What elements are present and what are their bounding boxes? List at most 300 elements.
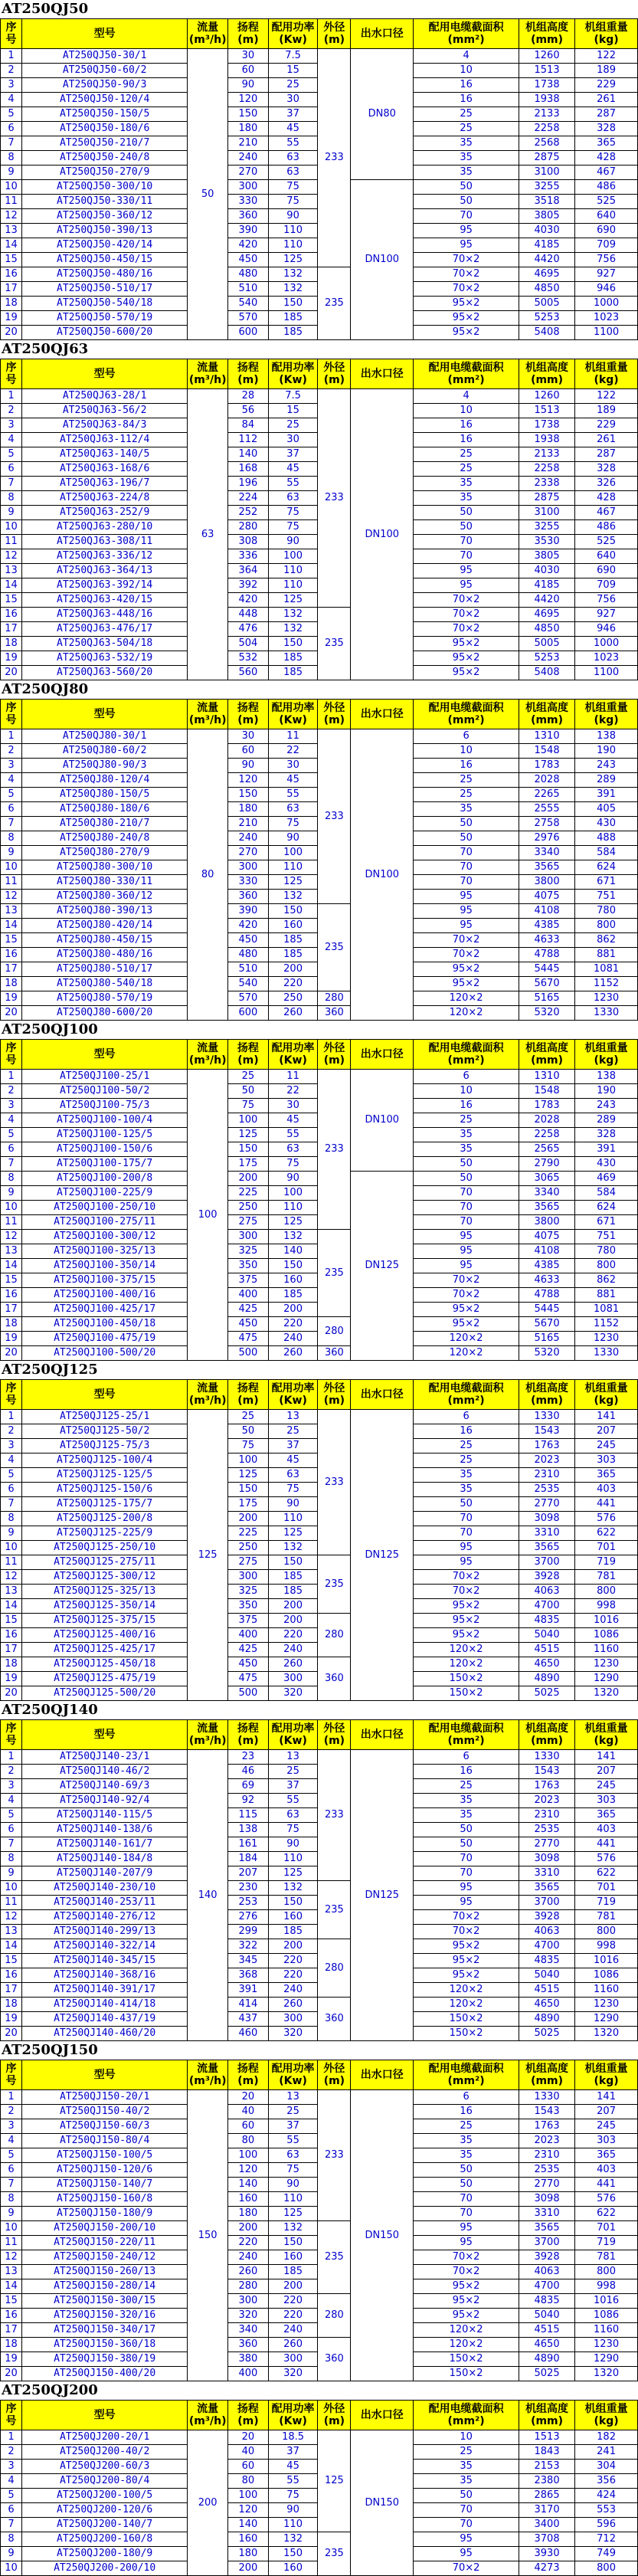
cell-model: AT250QJ63-532/19 (21, 651, 187, 666)
cell-cable: 95 (414, 2532, 519, 2547)
cell-index: 5 (1, 1468, 22, 1483)
cell-power: 185 (268, 1585, 318, 1599)
cell-weight: 189 (575, 404, 638, 418)
cell-cable: 35 (414, 2134, 519, 2148)
header-power (268, 19, 318, 49)
cell-power: 11 (268, 1070, 318, 1084)
cell-power: 320 (268, 2027, 318, 2041)
cell-index: 16 (1, 2309, 22, 2323)
cell-weight: 365 (575, 2148, 638, 2163)
cell-power: 75 (268, 180, 318, 195)
cell-height: 2865 (519, 2489, 574, 2503)
cell-cable: 10 (414, 744, 519, 759)
cell-head: 120 (228, 93, 269, 107)
header-power (268, 1040, 318, 1070)
header-power-unit: (Kw) (279, 714, 307, 726)
header-head (228, 359, 269, 389)
cell-cable: 4 (414, 389, 519, 404)
cell-index: 9 (1, 2547, 22, 2561)
header-power (268, 359, 318, 389)
cell-height: 5408 (519, 326, 574, 340)
cell-height: 4695 (519, 608, 574, 622)
cell-power: 220 (268, 977, 318, 991)
cell-model: AT250QJ80-570/19 (21, 991, 187, 1006)
cell-head: 390 (228, 224, 269, 238)
cell-index: 7 (1, 1837, 22, 1852)
cell-head: 140 (228, 2178, 269, 2192)
cell-model: AT250QJ63-448/16 (21, 608, 187, 622)
cell-index: 18 (1, 1998, 22, 2012)
cell-model: AT250QJ80-90/3 (21, 759, 187, 773)
cell-model: AT250QJ100-475/19 (21, 1332, 187, 1346)
cell-model: AT250QJ63-56/2 (21, 404, 187, 418)
header-height-unit: (mm) (531, 1395, 564, 1407)
cell-weight: 391 (575, 788, 638, 802)
cell-flow: 80 (188, 729, 228, 1021)
cell-head: 60 (228, 64, 269, 78)
cell-height: 2875 (519, 491, 574, 506)
cell-head: 345 (228, 1954, 269, 1968)
cell-height: 2258 (519, 1128, 574, 1142)
cell-power: 150 (268, 637, 318, 651)
spec-table (0, 1039, 638, 1361)
cell-outlet: DN150 (351, 2430, 414, 2576)
cell-od: 360 (318, 1006, 351, 1021)
cell-model: AT250QJ80-600/20 (21, 1006, 187, 1021)
cell-weight: 881 (575, 948, 638, 962)
header-outlet-label: 出水口径 (360, 2409, 404, 2421)
cell-head: 270 (228, 166, 269, 180)
header-outlet-label: 出水口径 (360, 2069, 404, 2081)
cell-weight: 287 (575, 107, 638, 122)
cell-height: 2770 (519, 2178, 574, 2192)
cell-cable: 35 (414, 1128, 519, 1142)
cell-height: 2258 (519, 462, 574, 477)
cell-head: 275 (228, 1215, 269, 1230)
cell-index: 17 (1, 282, 22, 297)
cell-weight: 190 (575, 744, 638, 759)
cell-height: 4385 (519, 1259, 574, 1273)
cell-power: 110 (268, 1512, 318, 1526)
cell-weight: 756 (575, 253, 638, 267)
cell-cable: 95×2 (414, 2309, 519, 2323)
cell-index: 16 (1, 1968, 22, 1983)
cell-height: 1843 (519, 2445, 574, 2460)
cell-power: 11 (268, 729, 318, 744)
cell-model: AT250QJ150-20/1 (21, 2090, 187, 2105)
cell-cable: 120×2 (414, 2338, 519, 2352)
cell-flow: 63 (188, 389, 228, 680)
cell-weight: 1290 (575, 2352, 638, 2367)
cell-power: 132 (268, 1881, 318, 1896)
cell-head: 180 (228, 122, 269, 136)
header-power-label: 配用功率 (271, 1382, 315, 1395)
cell-power: 75 (268, 2489, 318, 2503)
header-height-unit: (mm) (531, 2075, 564, 2087)
header-head-label: 扬程 (237, 2063, 259, 2075)
cell-index: 10 (1, 2561, 22, 2576)
cell-index: 8 (1, 151, 22, 166)
cell-power: 132 (268, 1541, 318, 1555)
cell-head: 230 (228, 1881, 269, 1896)
cell-head: 225 (228, 1186, 269, 1201)
cell-index: 3 (1, 2119, 22, 2134)
cell-model: AT250QJ63-560/20 (21, 666, 187, 680)
cell-power: 260 (268, 1998, 318, 2012)
cell-head: 100 (228, 2489, 269, 2503)
cell-head: 475 (228, 1672, 269, 1686)
cell-model: AT250QJ140-69/3 (21, 1779, 187, 1794)
cell-head: 200 (228, 1512, 269, 1526)
cell-index: 18 (1, 977, 22, 991)
cell-model: AT250QJ50-330/11 (21, 195, 187, 209)
cell-weight: 998 (575, 2279, 638, 2294)
cell-weight: 1000 (575, 297, 638, 311)
cell-head: 30 (228, 729, 269, 744)
header-flow-unit: (m³/h) (188, 374, 227, 386)
cell-index: 14 (1, 238, 22, 253)
cell-head: 476 (228, 622, 269, 637)
cell-power: 18.5 (268, 2430, 318, 2445)
cell-height: 1310 (519, 729, 574, 744)
cell-model: AT250QJ140-138/6 (21, 1823, 187, 1837)
cell-index: 11 (1, 2236, 22, 2250)
cell-power: 37 (268, 107, 318, 122)
cell-power: 320 (268, 2367, 318, 2381)
cell-power: 125 (268, 253, 318, 267)
cell-power: 90 (268, 209, 318, 224)
cell-height: 2770 (519, 1837, 574, 1852)
cell-model: AT250QJ50-480/16 (21, 267, 187, 282)
header-index-label: 序号 (5, 2403, 17, 2427)
cell-index: 20 (1, 2367, 22, 2381)
cell-cable: 95 (414, 1259, 519, 1273)
header-cable-unit: (mm²) (447, 374, 485, 386)
cell-head: 276 (228, 1910, 269, 1925)
cell-weight: 289 (575, 773, 638, 788)
section-title: AT250QJ63 (2, 341, 89, 357)
header-flow-unit: (m³/h) (188, 2075, 227, 2087)
cell-power: 160 (268, 919, 318, 933)
cell-power: 160 (268, 1273, 318, 1288)
cell-weight: 800 (575, 2265, 638, 2279)
cell-index: 11 (1, 535, 22, 549)
cell-height: 2790 (519, 1157, 574, 1172)
header-weight-unit: (kg) (594, 1054, 619, 1067)
cell-model: AT250QJ80-510/17 (21, 962, 187, 977)
cell-cable: 16 (414, 1424, 519, 1439)
header-model (21, 19, 187, 49)
header-model (21, 1380, 187, 1410)
cell-cable: 70 (414, 1201, 519, 1215)
cell-head: 160 (228, 2192, 269, 2207)
table-row (1, 1939, 638, 1954)
cell-head: 100 (228, 1113, 269, 1128)
cell-power: 160 (268, 2561, 318, 2576)
cell-weight: 1290 (575, 1672, 638, 1686)
cell-height: 5165 (519, 1332, 574, 1346)
cell-index: 1 (1, 729, 22, 744)
cell-head: 150 (228, 1142, 269, 1157)
cell-power: 75 (268, 1157, 318, 1172)
cell-weight: 640 (575, 209, 638, 224)
cell-head: 400 (228, 1628, 269, 1643)
cell-index: 5 (1, 2489, 22, 2503)
cell-cable: 16 (414, 78, 519, 93)
cell-weight: 576 (575, 1852, 638, 1866)
cell-index: 12 (1, 2250, 22, 2265)
cell-head: 60 (228, 2119, 269, 2134)
cell-head: 300 (228, 1570, 269, 1585)
cell-cable: 35 (414, 1142, 519, 1157)
cell-head: 23 (228, 1750, 269, 1765)
cell-index: 14 (1, 578, 22, 593)
cell-index: 20 (1, 2027, 22, 2041)
cell-power: 150 (268, 1896, 318, 1910)
header-height-unit: (mm) (531, 714, 564, 726)
cell-index: 10 (1, 860, 22, 875)
cell-weight: 1086 (575, 1968, 638, 1983)
cell-weight: 576 (575, 1512, 638, 1526)
cell-head: 350 (228, 1259, 269, 1273)
cell-power: 160 (268, 1910, 318, 1925)
cell-model: AT250QJ50-600/20 (21, 326, 187, 340)
cell-head: 330 (228, 195, 269, 209)
cell-index: 2 (1, 2445, 22, 2460)
cell-height: 1763 (519, 2119, 574, 2134)
cell-cable: 35 (414, 802, 519, 817)
header-od-unit: (m) (323, 2415, 345, 2427)
cell-power: 150 (268, 2236, 318, 2250)
cell-height: 4633 (519, 933, 574, 948)
cell-height: 4850 (519, 622, 574, 637)
cell-weight: 1081 (575, 1303, 638, 1317)
cell-head: 100 (228, 2148, 269, 2163)
cell-index: 2 (1, 64, 22, 78)
cell-head: 150 (228, 107, 269, 122)
cell-index: 7 (1, 1157, 22, 1172)
header-cable-unit: (mm²) (447, 1735, 485, 1747)
cell-weight: 441 (575, 2178, 638, 2192)
header-od-label: 外径 (323, 2063, 345, 2075)
cell-head: 220 (228, 2236, 269, 2250)
header-od-label: 外径 (323, 2403, 345, 2415)
cell-od: 233 (318, 389, 351, 608)
header-row (1, 19, 638, 49)
cell-power: 260 (268, 1657, 318, 1672)
cell-index: 7 (1, 2178, 22, 2192)
cell-height: 4273 (519, 2561, 574, 2576)
header-index (1, 2401, 22, 2430)
cell-head: 300 (228, 180, 269, 195)
cell-model: AT250QJ200-80/4 (21, 2474, 187, 2489)
section-title: AT250QJ50 (2, 1, 89, 17)
cell-model: AT250QJ140-23/1 (21, 1750, 187, 1765)
cell-head: 280 (228, 520, 269, 535)
header-height-unit: (mm) (531, 1735, 564, 1747)
cell-model: AT250QJ80-540/18 (21, 977, 187, 991)
cell-cable: 70 (414, 2192, 519, 2207)
cell-weight: 430 (575, 1157, 638, 1172)
cell-weight: 1230 (575, 991, 638, 1006)
cell-od: 360 (318, 1998, 351, 2041)
cell-power: 63 (268, 151, 318, 166)
cell-weight: 712 (575, 2532, 638, 2547)
cell-head: 80 (228, 2134, 269, 2148)
cell-index: 7 (1, 1497, 22, 1512)
cell-model: AT250QJ125-475/19 (21, 1672, 187, 1686)
cell-index: 19 (1, 2012, 22, 2027)
header-weight-label: 机组重量 (584, 2063, 628, 2075)
cell-weight: 800 (575, 1259, 638, 1273)
cell-weight: 671 (575, 1215, 638, 1230)
header-height-unit: (mm) (531, 1054, 564, 1067)
cell-model: AT250QJ50-240/8 (21, 151, 187, 166)
cell-head: 570 (228, 311, 269, 326)
cell-cable: 35 (414, 2460, 519, 2474)
header-head (228, 2401, 269, 2430)
cell-power: 110 (268, 564, 318, 578)
cell-head: 448 (228, 608, 269, 622)
header-od-label: 外径 (323, 21, 345, 34)
header-index-label: 序号 (5, 2063, 17, 2087)
table-row (1, 904, 638, 919)
header-height (519, 1380, 574, 1410)
cell-index: 2 (1, 1084, 22, 1099)
cell-cable: 25 (414, 1439, 519, 1454)
header-model (21, 1040, 187, 1070)
cell-head: 460 (228, 2027, 269, 2041)
cell-index: 3 (1, 78, 22, 93)
cell-weight: 1081 (575, 962, 638, 977)
cell-height: 3805 (519, 209, 574, 224)
cell-model: AT250QJ140-207/9 (21, 1866, 187, 1881)
header-model-label: 型号 (93, 708, 116, 720)
cell-height: 1763 (519, 1439, 574, 1454)
cell-head: 390 (228, 904, 269, 919)
section-title: AT250QJ100 (2, 1021, 98, 1037)
cell-weight: 624 (575, 860, 638, 875)
cell-cable: 120×2 (414, 1643, 519, 1657)
table-row (1, 1555, 638, 1570)
header-flow-label: 流量 (197, 702, 219, 714)
cell-cable: 70 (414, 860, 519, 875)
cell-head: 84 (228, 418, 269, 433)
cell-height: 2153 (519, 2460, 574, 2474)
cell-height: 2535 (519, 1483, 574, 1497)
spec-table (0, 2060, 638, 2381)
cell-power: 240 (268, 1983, 318, 1998)
header-model (21, 2060, 187, 2090)
table-row (1, 1006, 638, 1021)
cell-model: AT250QJ125-250/10 (21, 1541, 187, 1555)
cell-cable: 70 (414, 1866, 519, 1881)
cell-power: 110 (268, 1201, 318, 1215)
header-outlet (351, 359, 414, 389)
cell-weight: 488 (575, 831, 638, 846)
cell-weight: 1160 (575, 1643, 638, 1657)
cell-index: 19 (1, 311, 22, 326)
cell-weight: 486 (575, 180, 638, 195)
cell-model: AT250QJ63-140/5 (21, 447, 187, 462)
header-weight-unit: (kg) (594, 374, 619, 386)
header-od (318, 1380, 351, 1410)
cell-height: 4030 (519, 564, 574, 578)
cell-od: 235 (318, 1881, 351, 1939)
cell-height: 4890 (519, 2352, 574, 2367)
cell-height: 2555 (519, 802, 574, 817)
cell-weight: 1152 (575, 977, 638, 991)
cell-model: AT250QJ150-300/15 (21, 2294, 187, 2309)
cell-model: AT250QJ80-420/14 (21, 919, 187, 933)
cell-height: 4385 (519, 919, 574, 933)
cell-index: 3 (1, 418, 22, 433)
header-height-label: 机组高度 (525, 1722, 569, 1735)
cell-outlet: DN125 (351, 1750, 414, 2041)
header-od-unit: (m) (323, 1735, 345, 1747)
cell-model: AT250QJ125-225/9 (21, 1526, 187, 1541)
header-power (268, 2401, 318, 2430)
cell-head: 360 (228, 2338, 269, 2352)
table-row (1, 1230, 638, 1244)
cell-height: 5165 (519, 991, 574, 1006)
cell-index: 15 (1, 593, 22, 608)
header-index (1, 1040, 22, 1070)
cell-head: 480 (228, 948, 269, 962)
cell-power: 110 (268, 224, 318, 238)
cell-power: 75 (268, 520, 318, 535)
cell-weight: 424 (575, 2489, 638, 2503)
header-row (1, 700, 638, 729)
cell-height: 1513 (519, 64, 574, 78)
header-model-label: 型号 (93, 2069, 116, 2081)
cell-cable: 95 (414, 1541, 519, 1555)
cell-model: AT250QJ63-476/17 (21, 622, 187, 637)
cell-weight: 946 (575, 282, 638, 297)
cell-cable: 95 (414, 919, 519, 933)
cell-cable: 10 (414, 2430, 519, 2445)
cell-head: 250 (228, 1201, 269, 1215)
cell-model: AT250QJ50-510/17 (21, 282, 187, 297)
cell-index: 3 (1, 759, 22, 773)
cell-height: 5408 (519, 666, 574, 680)
cell-index: 13 (1, 904, 22, 919)
cell-height: 4650 (519, 1998, 574, 2012)
cell-model: AT250QJ100-500/20 (21, 1346, 187, 1361)
header-od (318, 2401, 351, 2430)
cell-model: AT250QJ150-180/9 (21, 2207, 187, 2221)
header-flow (188, 19, 228, 49)
cell-cable: 6 (414, 1070, 519, 1084)
header-weight-label: 机组重量 (584, 1722, 628, 1735)
cell-head: 420 (228, 238, 269, 253)
header-od (318, 1720, 351, 1750)
header-weight-label: 机组重量 (584, 21, 628, 34)
cell-model: AT250QJ63-168/6 (21, 462, 187, 477)
header-head-unit: (m) (237, 2415, 259, 2427)
cell-model: AT250QJ125-25/1 (21, 1410, 187, 1424)
cell-od: 235 (318, 1555, 351, 1614)
cell-power: 185 (268, 651, 318, 666)
cell-height: 3310 (519, 1866, 574, 1881)
header-weight (575, 700, 638, 729)
cell-cable: 6 (414, 729, 519, 744)
cell-power: 90 (268, 1497, 318, 1512)
cell-head: 380 (228, 2352, 269, 2367)
cell-model: AT250QJ140-414/18 (21, 1998, 187, 2012)
header-model-label: 型号 (93, 368, 116, 380)
cell-weight: 190 (575, 1084, 638, 1099)
